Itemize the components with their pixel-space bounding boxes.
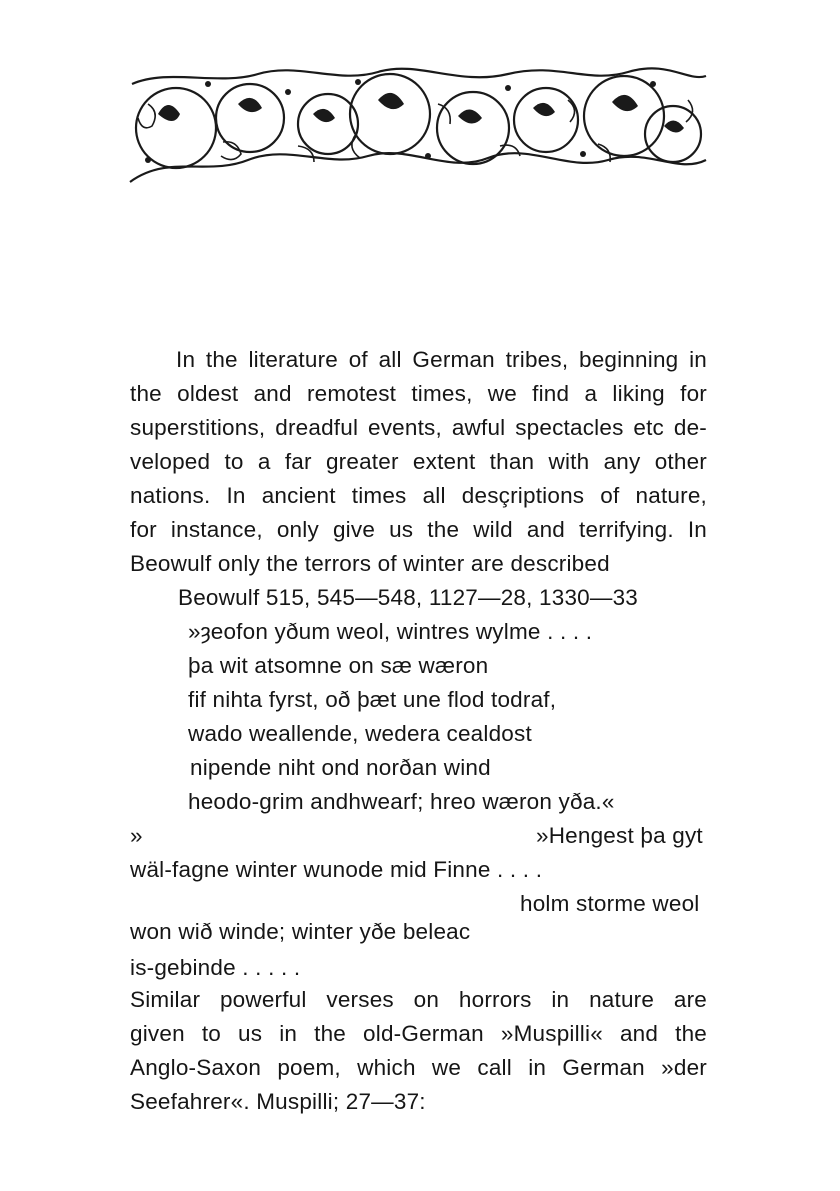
verse-line: þa wit atsomne on sæ wæron xyxy=(188,653,489,678)
paragraph-line: Anglo-Saxon poem, which we call in German »der xyxy=(130,1055,707,1080)
paragraph-line: In the literature of all German tribes, beginning in xyxy=(176,347,707,372)
paragraph-line: nations. In ancient times all desçriptions of nature, xyxy=(130,483,707,508)
verse-line: nipende niht ond norðan wind xyxy=(190,755,491,780)
decorative-vine-border xyxy=(128,64,708,186)
verse-line: is-gebinde . . . . . xyxy=(130,955,301,980)
paragraph-line: Beowulf only the terrors of winter are described xyxy=(130,551,610,576)
paragraph-line: veloped to a far greater extent than with any other xyxy=(130,449,707,474)
quote-open-mark: » xyxy=(130,823,143,848)
paragraph-line: Seefahrer«. Muspilli; 27—37: xyxy=(130,1089,426,1114)
verse-line: heodo-grim andhwearf; hreo wæron yða.« xyxy=(188,789,615,814)
paragraph-line: superstitions, dreadful events, awful spectacles etc de- xyxy=(130,415,707,440)
paragraph-line: the oldest and remotest times, we find a liking for xyxy=(130,381,707,406)
paragraph-line: Similar powerful verses on horrors in nature are xyxy=(130,987,707,1012)
paragraph-line: given to us in the old-German »Muspilli« and the xyxy=(130,1021,707,1046)
verse-line: won wið winde; winter yðe beleac xyxy=(130,919,471,944)
citation: Beowulf 515, 545—548, 1127—28, 1330—33 xyxy=(178,585,639,610)
verse-line: holm storme weol xyxy=(520,891,700,916)
verse-line: »Hengest þa gyt xyxy=(536,823,703,848)
verse-line: wäl-fagne winter wunode mid Finne . . . . xyxy=(130,857,543,882)
verse-line: wado weallende, wedera cealdost xyxy=(188,721,532,746)
paragraph-line: for instance, only give us the wild and terrifying. In xyxy=(130,517,707,542)
verse-line: fif nihta fyrst, oð þæt une flod todraf, xyxy=(188,687,557,712)
verse-line: »ȝeofon yðum weol, wintres wylme . . . . xyxy=(188,619,593,644)
